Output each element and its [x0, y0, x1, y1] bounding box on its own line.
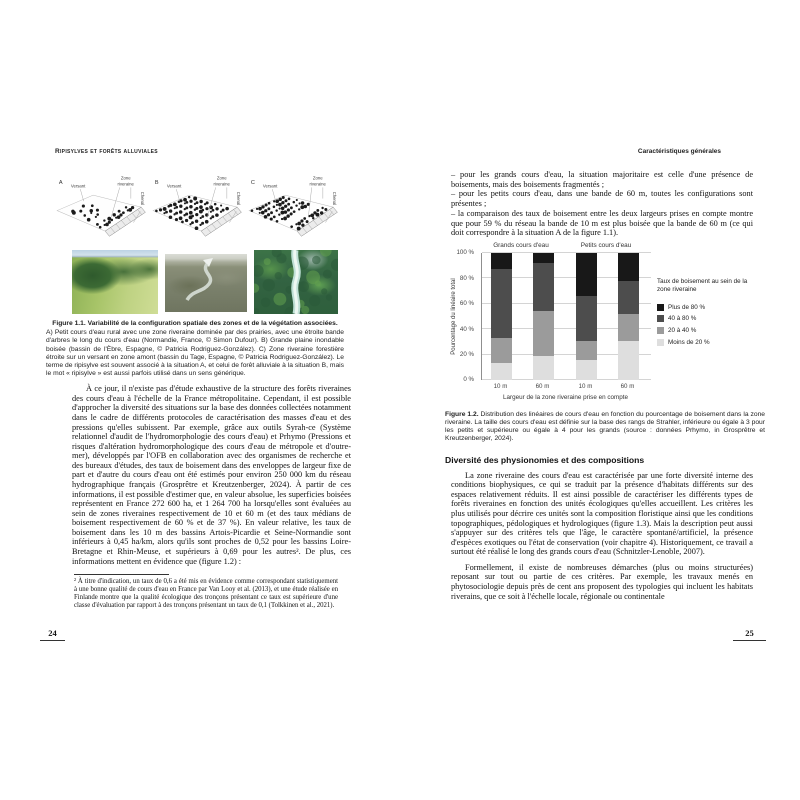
page-right — [445, 148, 765, 601]
bar-segment — [491, 363, 512, 380]
photo-forested-valley-river — [254, 250, 338, 314]
legend-label: 20 à 40 % — [668, 326, 697, 334]
chart-ytick-label: 0 % — [463, 376, 474, 384]
figure-1-2-chart — [445, 242, 765, 408]
versant-label: Versant — [70, 183, 86, 189]
chart-legend-items — [657, 301, 761, 348]
legend-swatch — [657, 304, 664, 311]
chart-yticks — [445, 249, 477, 384]
legend-label: 40 à 80 % — [668, 315, 697, 323]
body-paragraph: La zone riveraine des cours d'eau est caractérisée par une forte diversité interne des conditions biophysiques, ce qui se traduit par la présence d'habitats différents sur des espaces relativement réduits. Il est ainsi possible de caractériser les différents types de forêts riveraines en fonction des unités écologiques qu'elles accueillent. Les critères les plus utilisés pour décrire ces unités sont la composition floristique ainsi que les conditions topographiques, pédologiques et hydrologiques (figure 1.3). Mais la description peut aussi s'appuyer sur des critères tels que l'âge, le caractère spontané/artificiel, la présence d'espèces exotiques ou l'état de conservation (voir chapitre 4). Historiquement, ce travail a surtout été réalisé le long des grands cours d'eau (Schnitzler-Lenoble, 2007). — [451, 470, 753, 557]
versant-label: Versant — [166, 183, 182, 189]
zone-riveraine-label: Zone — [120, 175, 131, 181]
figure-1-1-caption-title: Figure 1.1. Variabilité de la configuration spatiale des zones et de la végétation associées. — [52, 320, 338, 327]
chart-xtick-label: 10 m — [493, 382, 508, 390]
footnote-rule — [74, 574, 169, 575]
bar-segment — [533, 311, 554, 355]
bar-segment — [491, 338, 512, 363]
bar-segment — [491, 269, 512, 338]
running-header-left: Ripisylves et forêts alluviales — [55, 148, 158, 155]
page-left — [46, 148, 351, 610]
legend-item — [657, 313, 761, 325]
chenal-label: Chenal — [236, 191, 242, 206]
diagram-letter: B — [154, 180, 159, 186]
legend-label: Plus de 80 % — [668, 303, 706, 311]
chart-legend — [657, 278, 761, 348]
photo-rural-stream — [72, 250, 158, 314]
zone-riveraine-label: Zone — [312, 175, 323, 181]
hillslope-plane — [57, 195, 141, 231]
chart-ytick-label: 60 % — [459, 300, 474, 308]
page-number-left: 24 — [40, 628, 65, 641]
river-overlay — [165, 254, 247, 312]
bar-segment — [618, 281, 639, 314]
bar-segment — [576, 360, 597, 380]
legend-swatch — [657, 339, 664, 346]
zone-riveraine-label: Zone — [216, 175, 227, 181]
chenal-label: Chenal — [140, 191, 146, 206]
bullet-list — [451, 170, 753, 238]
chart-xtick-label: 60 m — [535, 382, 550, 390]
bar-segment — [618, 314, 639, 341]
figure-1-2-caption-lead: Figure 1.2. — [445, 410, 479, 418]
diagram-letter: A — [58, 180, 63, 186]
bar-segment — [618, 341, 639, 380]
bar-segment — [576, 341, 597, 360]
figure-1-2-caption-body: Distribution des linéaires de cours d'eau en fonction du pourcentage de boisement dans la zone riveraine. La taille des cours d'eau est définie sur la base des rangs de Strahler, inférieure ou égale à 3 pour les petits et supérieure ou égale à 4 pour les grands (source : données Prhymo, in Grosprêtre et Kreutzenberger, 2024). — [445, 410, 766, 443]
versant-label: Versant — [262, 183, 278, 189]
bar-segment — [533, 253, 554, 263]
figure-1-1-diagrams — [52, 169, 340, 246]
chart-ytick-label: 40 % — [459, 325, 474, 333]
bar-segment — [576, 296, 597, 340]
body-paragraph: Formellement, il existe de nombreuses démarches (plus ou moins structurées) reposant sur tout ou partie de ces critères. Par exemple, les travaux menés en phytosociologie depuis près de cent ans proposent des typologies qui incluent les habitats riverains, que ce soit à l'échelle locale, régionale ou continentale — [451, 562, 753, 601]
bar-segment — [576, 253, 597, 296]
chart-ytick-label: 80 % — [459, 274, 474, 282]
figure-1-1-caption-body: A) Petit cours d'eau rural avec une zone riveraine dominée par des prairies, avec une étroite bande d'arbres le long du cours d'eau (Normandie, France, © Simon Dufour). B) Grande plaine inondable boisée (bassin de l'Èbre, Espagne, © Patricia Rodriguez-González). C) Zone riveraine forestière étroite sur un versant en zone amont (bassin du Tage, Espagne, © Patricia Rodriguez-González). Le terme de ripisylve est souvent associé à la situation A, et celui de forêt alluviale à la situation B, mais le mot « ripisylve » est aussi parfois utilisé dans un sens générique. — [46, 329, 344, 378]
chart-legend-title: Taux de boisement au sein de la zone riveraine — [657, 277, 748, 294]
section-heading: Diversité des physionomies et des compositions — [445, 454, 645, 465]
chart-xtick-label: 60 m — [620, 382, 635, 390]
legend-item — [657, 336, 761, 348]
bar-segment — [618, 253, 639, 281]
bullet-item: – pour les grands cours d'eau, la situation majoritaire est celle d'une présence de boisements, mais des boisements fragmentés ; — [451, 170, 753, 189]
chart-bar — [533, 253, 554, 380]
chart-bar — [491, 253, 512, 380]
legend-item — [657, 325, 761, 337]
chart-bar — [576, 253, 597, 380]
chart-ytick-label: 100 % — [456, 249, 474, 257]
legend-label: Moins de 20 % — [668, 338, 710, 346]
photo-floodplain-forest — [165, 254, 247, 312]
bar-segment — [533, 356, 554, 380]
footnote: ² À titre d'indication, un taux de 0,6 a été mis en évidence comme correspondant statistiquement à une bonne qualité de cours d'eau en France par Van Looy et al. (2013), et une étude réalisée en Finlande montre que la qualité écologique des tronçons présentant ce taux est supérieure d'une classe d'évaluation par rapport à des tronçons présentant un taux de 0,1 (Tolkkinen et al., 2021). — [74, 578, 338, 610]
diagram-a — [52, 169, 148, 246]
diagram-letter: C — [250, 180, 255, 186]
legend-swatch — [657, 315, 664, 322]
chart-group-title: Petits cours d'eau — [580, 241, 632, 249]
diagram-b — [148, 169, 244, 246]
chart-group-title: Grands cours d'eau — [493, 241, 549, 249]
legend-swatch — [657, 327, 664, 334]
chenal-label: Chenal — [332, 191, 338, 206]
zone-riveraine-label-2: riveraine — [213, 181, 230, 187]
page-number-right: 25 — [733, 628, 766, 641]
chart-plot — [481, 253, 651, 380]
zone-riveraine-label-2: riveraine — [309, 181, 326, 187]
zone-riveraine-label-2: riveraine — [117, 181, 134, 187]
body-paragraph: À ce jour, il n'existe pas d'étude exhaustive de la structure des forêts riveraines des cours d'eau à l'échelle de la France métropolitaine. Cependant, il est possible d'approcher la diversité des situations sur la base des données collectées notamment dans le cadre de différents protocoles de caractérisation des masses d'eau et des pressions qu'elles subissent. Par exemple, grâce aux outils Syrah-ce (Système relationnel d'audit de l'hydromorphologie des cours d'eau) et Prhymo (Pressions et risques d'altération hydromorphologique des cours d'eau de métropole et d'outre-mer), développés par l'OFB en collaboration avec des organismes de recherche et des bureaux d'études, des taux de boisement dans des enveloppes de largeur fixe de part et d'autre du cours d'eau ont été estimés pour environ 250 000 km du réseau hydrographique français (Grosprêtre et Kreutzenberger, 2024). À partir de ces informations, il est possible d'estimer que, en valeur absolue, les superficies boisées représentent en France 272 600 ha, et 1 264 700 ha lorsqu'elles sont évaluées au sein de zones riveraines respectivement de 10 et 60 m (et des taux médians de boisement respectivement de 60 % et de 37 %). En valeur relative, les taux de boisement dans les 10 m des bassins Artois-Picardie et Seine-Normandie sont inférieurs à 0,45 ha/km, alors qu'ils sont proches de 0,52 pour les bassins Loire-Bretagne et Rhin-Meuse, et supérieurs à 0,69 pour les autres². De plus, ces informations mettent en évidence que (figure 1.2) : — [72, 384, 351, 566]
figure-1-2-caption — [445, 411, 765, 444]
chart-xtick-label: 10 m — [578, 382, 593, 390]
bar-segment — [491, 253, 512, 270]
chart-y-axis-label: Pourcentage du linéaire total — [451, 278, 457, 355]
figure-1-1-photos — [72, 250, 344, 314]
legend-item — [657, 301, 761, 313]
chart-x-axis-label: Largeur de la zone riveraine prise en compte — [503, 393, 628, 401]
river-overlay — [254, 250, 338, 314]
chart-ytick-label: 20 % — [459, 351, 474, 359]
bullet-item: – la comparaison des taux de boisement entre les deux largeurs prises en compte montre que pour 59 % du réseau la bande de 10 m est plus boisée que la bande de 60 m (ce qui doit correspondre à la situation A de la figure 1.1). — [451, 208, 753, 238]
bar-segment — [533, 263, 554, 311]
chart-bar — [618, 253, 639, 380]
diagram-c — [244, 169, 340, 246]
running-header-right: Caractéristiques générales — [637, 148, 721, 155]
bullet-item: – pour les petits cours d'eau, dans une bande de 60 m, toutes les configurations sont présentes ; — [451, 189, 753, 209]
